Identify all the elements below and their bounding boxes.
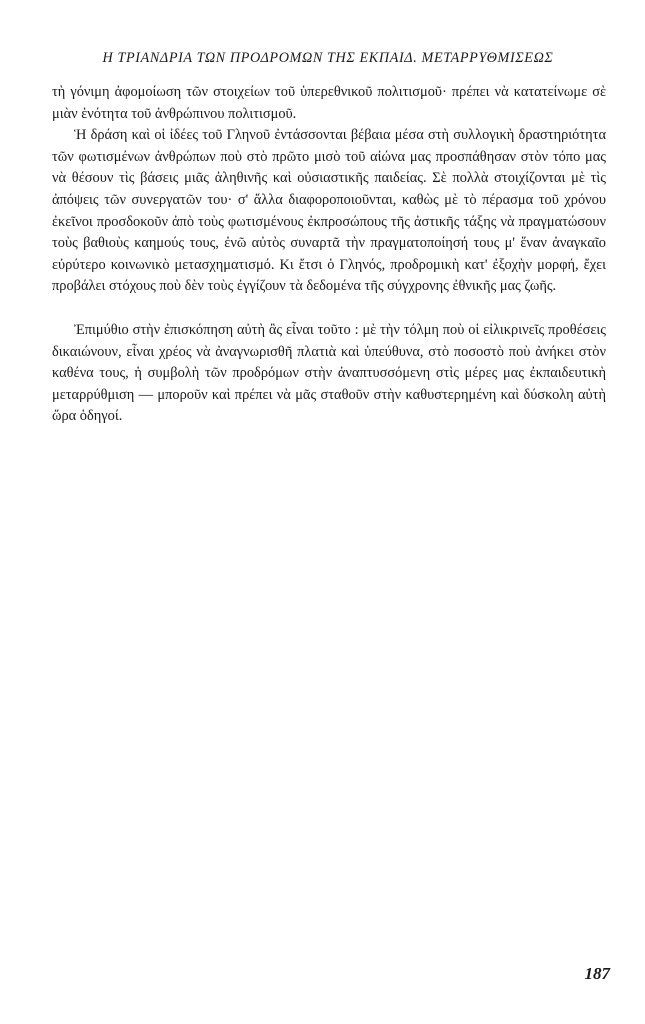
paragraph-continuation: τὴ γόνιμη ἀφομοίωση τῶν στοιχείων τοῦ ὑπερεθνικοῦ πολιτισμοῦ· πρέπει νὰ κατατείνωμε σὲ μιὰν ἑνότητα τοῦ ἀνθρώπινου πολιτισμοῦ.	[52, 84, 606, 122]
paragraph-epilogue: Ἐπιμύθιο στὴν ἐπισκόπηση αὐτὴ ἂς εἶναι τοῦτο : μὲ τὴν τόλμη ποὺ οἱ εἰλικρινεῖς προθέσεις δικαιώνουν, εἶναι χρέος νὰ ἀναγνωρισθῆ πλατιὰ καὶ ὑπεύθυνα, στὸ ποσοστὸ ποὺ ἀνήκει στὸν καθένα τους, ἡ συμβολὴ τῶν προδρόμων στὴν ἀναπτυσσόμενη στὶς μέρες μας ἐκπαιδευτικὴ μεταρρύθμιση — μποροῦν καὶ πρέπει νὰ μᾶς σταθοῦν στὴν καθυστερημένη καὶ δύσκολη αὐτὴ ὥρα ὁδηγοί.	[52, 321, 606, 425]
body-text	[52, 82, 606, 428]
running-head: Η ΤΡΙΑΝΔΡΙΑ ΤΩΝ ΠΡΟΔΡΟΜΩΝ ΤΗΣ ΕΚΠΑΙΔ. ΜΕΤΑΡΡΥΘΜΙΣΕΩΣ	[102, 50, 554, 66]
page-number: 187	[584, 964, 610, 983]
paragraph-glinos-action: Ἡ δράση καὶ οἱ ἰδέες τοῦ Γληνοῦ ἐντάσσονται βέβαια μέσα στὴ συλλογικὴ δραστηριότητα τῶν φωτισμένων ἀνθρώπων ποὺ στὸ πρῶτο μισὸ τοῦ αἰώνα μας προσπάθησαν στὸν τόπο μας νὰ θέσουν τὶς βάσεις μιᾶς ἀληθινῆς καὶ οὐσιαστικῆς παιδείας. Σὲ πολλὰ στοιχίζονται μὲ τὶς ἀπόψεις τῶν συνεργατῶν του· σ' ἄλλα διαφοροποιοῦνται, καθὼς μὲ τὸ πέρασμα τοῦ χρόνου ἐκεῖνοι προσδοκοῦν ἀπὸ τοὺς φωτισμένους ἐκπροσώπους τῆς ἀστικῆς τάξης νὰ πραγματώσουν τοὺς βαθιοὺς καημούς τους, ἐνῶ αὐτὸς συναρτᾶ τὴν πραγματοποίησή τους μ' ἕναν ἀναγκαῖο εὐρύτερο κοινωνικὸ μετασχηματισμό. Κι ἔτσι ὁ Γληνός, προδρομικὴ κατ' ἐξοχὴν μορφή, ἔχει προβάλει στόχους ποὺ δὲν τοὺς ἐγγίζουν τὰ δεδομένα τῆς σύγχρονης ἐθνικῆς μας ζωῆς.	[52, 127, 606, 295]
